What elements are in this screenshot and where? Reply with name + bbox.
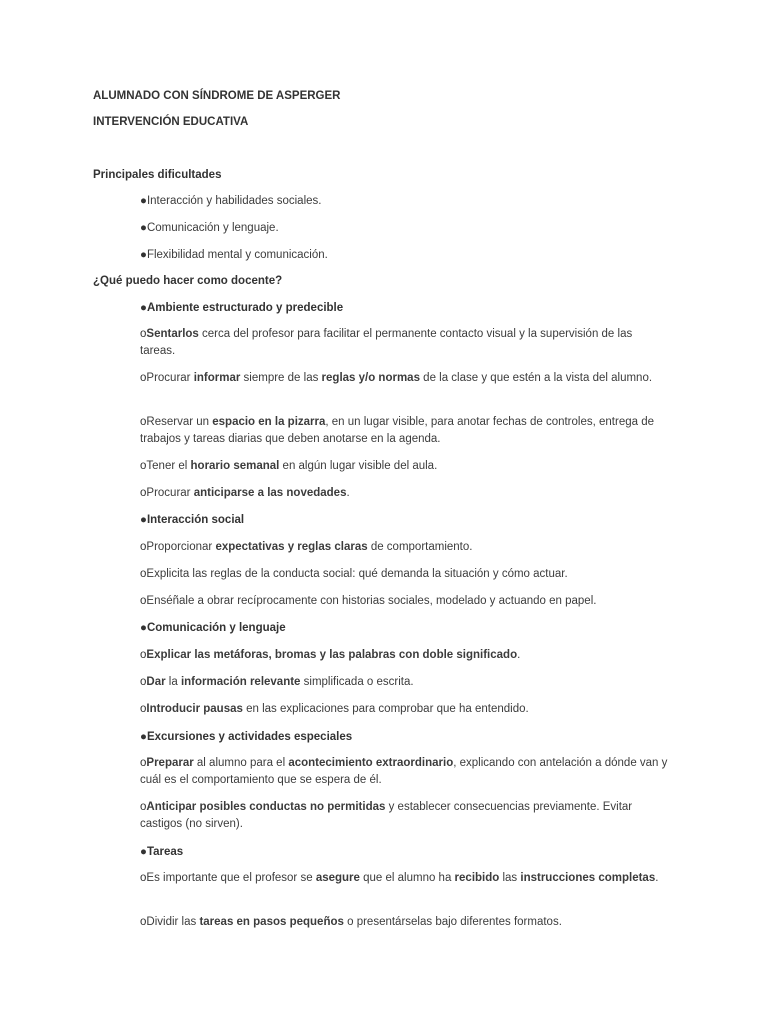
list-item: oIntroducir pausas en las explicaciones para comprobar que ha entendido. [140,703,529,715]
section-title-tasks: ●Tareas [140,846,184,858]
list-item: oExplicita las reglas de la conducta social: qué demanda la situación y cómo actuar. [140,568,568,580]
list-item: oPreparar al alumno para el acontecimiento extraordinario, explicando con antelación a dónde van y cuál es el comportamiento que se espera de él. [140,757,668,786]
list-item: oEs importante que el profesor se asegure que el alumno ha recibido las instrucciones completas. [140,872,659,884]
list-item: oReservar un espacio en la pizarra, en un lugar visible, para anotar fechas de controles, entrega de trabajos y tareas diarias que deben anotarse en la agenda. [140,416,654,445]
list-item: oAnticipar posibles conductas no permitidas y establecer consecuencias previamente. Evitar castigos (no sirven). [140,801,633,830]
section-title-social: ●Interacción social [140,514,245,526]
list-item: oExplicar las metáforas, bromas y las palabras con doble significado. [140,649,521,661]
list-item: oEnséñale a obrar recíprocamente con historias sociales, modelado y actuando en papel. [140,595,597,607]
doc-title: ALUMNADO CON SÍNDROME DE ASPERGER [93,90,341,102]
section-title-structured: ●Ambiente estructurado y predecible [140,302,344,314]
list-item: oProporcionar expectativas y reglas claras de comportamiento. [140,541,473,553]
question-heading: ¿Qué puedo hacer como docente? [93,275,283,287]
section-title-excursions: ●Excursiones y actividades especiales [140,731,353,743]
list-item: oDar la información relevante simplificada o escrita. [140,676,414,688]
doc-subtitle: INTERVENCIÓN EDUCATIVA [93,116,249,128]
section-title-communication: ●Comunicación y lenguaje [140,622,286,634]
list-item: oProcurar informar siempre de las reglas y/o normas de la clase y que estén a la vista del alumno. [140,372,653,384]
difficulties-heading: Principales dificultades [93,169,222,181]
list-item: oSentarlos cerca del profesor para facilitar el permanente contacto visual y la supervisión de las tareas. [140,328,633,357]
list-item: ●Comunicación y lenguaje. [140,222,279,234]
list-item: ●Flexibilidad mental y comunicación. [140,249,328,261]
list-item: oTener el horario semanal en algún lugar visible del aula. [140,460,438,472]
list-item: oDividir las tareas en pasos pequeños o presentárselas bajo diferentes formatos. [140,916,562,928]
list-item: oProcurar anticiparse a las novedades. [140,487,350,499]
list-item: ●Interacción y habilidades sociales. [140,195,322,207]
